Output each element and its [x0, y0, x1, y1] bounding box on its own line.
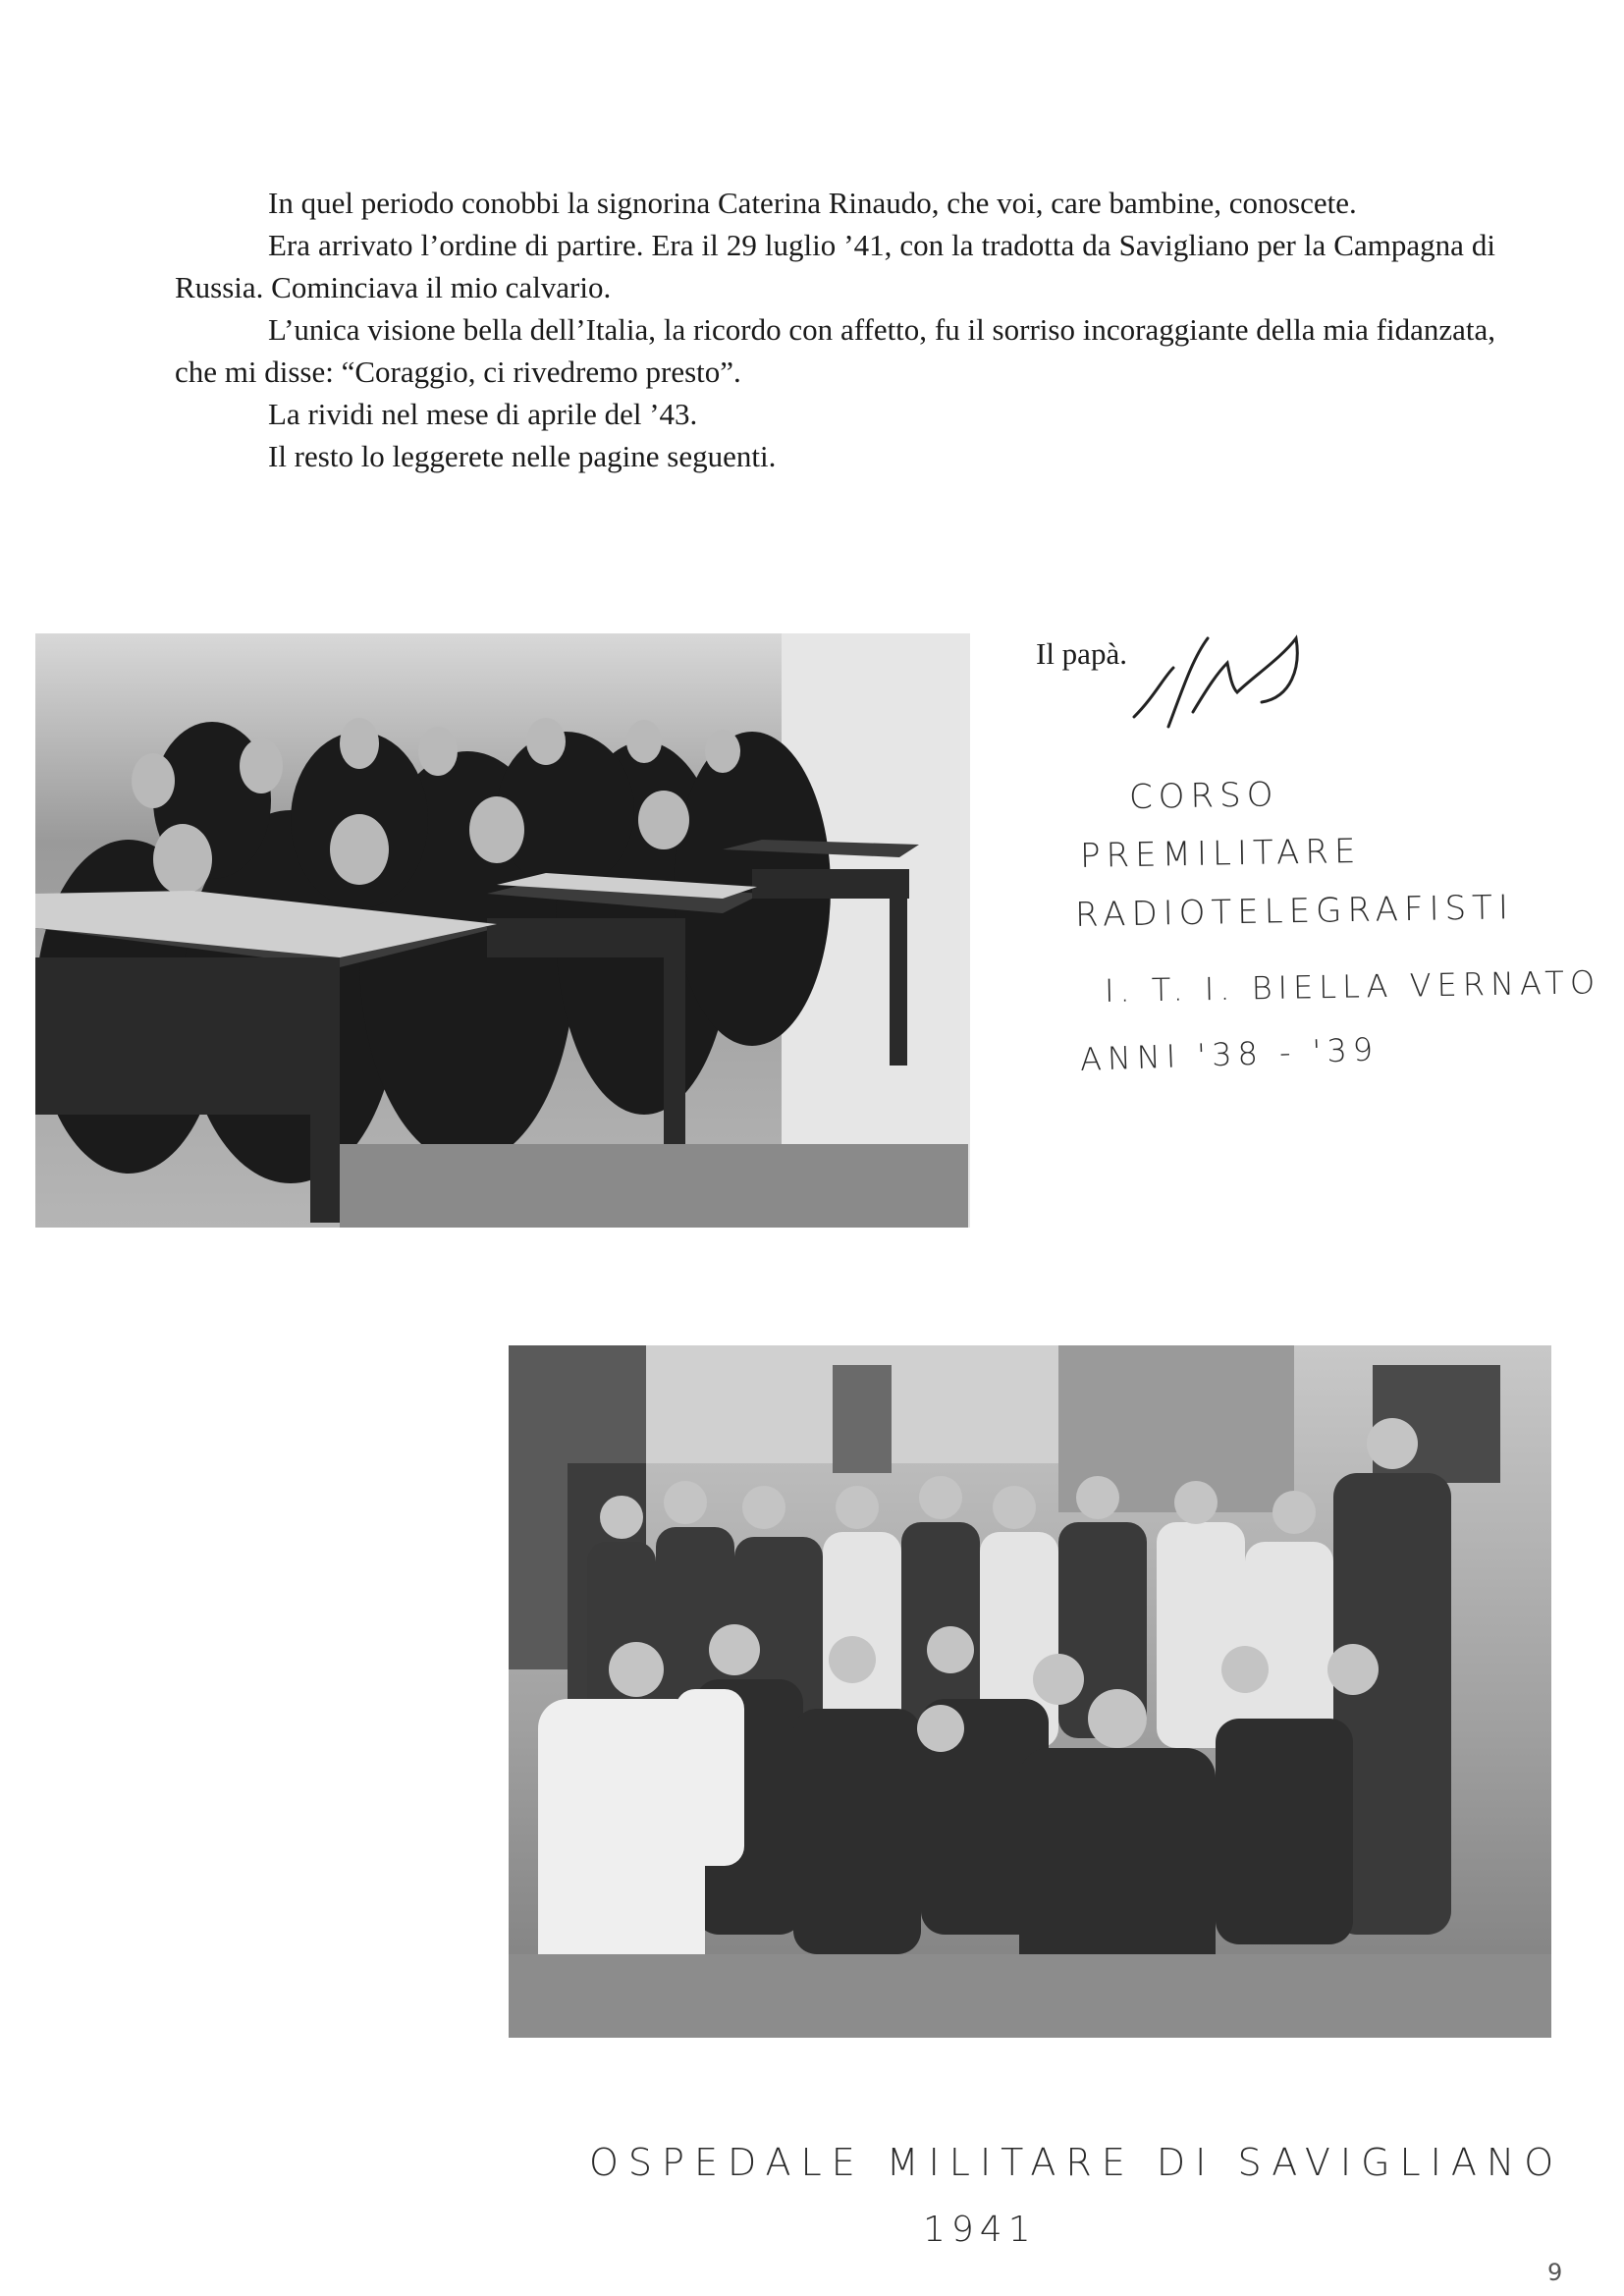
- paragraph-3: L’unica visione bella dell’Italia, la ricordo con affetto, fu il sorriso incoraggiante della mia fidanzata, che mi disse: “Coraggio, ci rivedremo presto”.: [175, 312, 1495, 389]
- caption-papa: Il papà.: [1036, 636, 1127, 671]
- page-number: 9: [1547, 2259, 1563, 2286]
- handwritten-line-5: ANNI '38 - '39: [1079, 1030, 1380, 1078]
- classroom-photo: [35, 633, 970, 1228]
- paragraph-5: Il resto lo leggerete nelle pagine seguenti.: [268, 439, 777, 473]
- handwritten-line-3: RADIOTELEGRAFISTI: [1074, 888, 1515, 935]
- handwritten-caption-line-2: 1941: [923, 2210, 1037, 2250]
- paragraph-4: La rividi nel mese di aprile del ’43.: [268, 397, 698, 431]
- handwritten-line-2: PREMILITARE: [1079, 832, 1362, 876]
- handwritten-line-1: CORSO: [1128, 775, 1279, 817]
- paragraph-1: In quel periodo conobbi la signorina Caterina Rinaudo, che voi, care bambine, conoscete.: [268, 186, 1357, 220]
- signature: [1114, 619, 1311, 746]
- handwritten-line-4: I. T. I. BIELLA VERNATO: [1104, 963, 1601, 1010]
- handwritten-caption-line-1: OSPEDALE MILITARE DI SAVIGLIANO: [589, 2141, 1564, 2184]
- paragraph-2: Era arrivato l’ordine di partire. Era il 29 luglio ’41, con la tradotta da Savigliano per la Campagna di Russia. Cominciava il mio calvario.: [175, 228, 1495, 304]
- hospital-group-photo: [509, 1345, 1551, 2038]
- body-text: [175, 182, 1495, 477]
